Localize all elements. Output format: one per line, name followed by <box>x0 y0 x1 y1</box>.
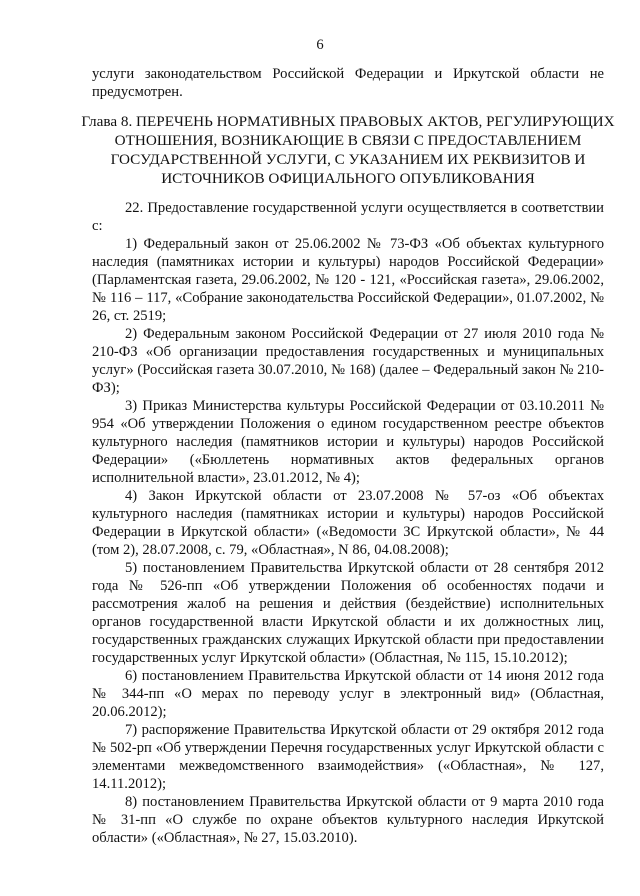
intro-paragraph <box>92 65 604 101</box>
list-item-8: 8) постановлением Правительства Иркутской области от 9 марта 2010 года № 31-пп «О службе по охране объектов культурного наследия Иркутской области» («Областная», № 27, 15.03.2010). <box>92 794 604 846</box>
list-item-6: 6) постановлением Правительства Иркутской области от 14 июня 2012 года № 344-пп «О мерах по переводу услуг в электронный вид» (Областная, 20.06.2012); <box>92 668 604 720</box>
list-item-5: 5) постановлением Правительства Иркутской области от 28 сентября 2012 года № 526-пп «Об утверждении Положения об особенностях подачи и рассмотрения жалоб на решения и действия (бездействие) исполнительных органов государственной власти Иркутской области и их должностных лиц, государственных гражданских служащих Иркутской области при предоставлении государственных услуг Иркутской области» (Областная, № 115, 15.10.2012); <box>92 560 604 666</box>
list-item-3: 3) Приказ Министерства культуры Российской Федерации от 03.10.2011 № 954 «Об утверждении Положения о едином государственном реестре объектов культурного наследия (памятников истории и культуры) народов Российской Федерации» («Бюллетень нормативных актов федеральных органов исполнительной власти», 23.01.2012, № 4); <box>92 398 604 486</box>
list-item-2: 2) Федеральным законом Российской Федерации от 27 июля 2010 года № 210-ФЗ «Об организации предоставления государственных и муниципальных услуг» (Российская газета 30.07.2010, № 168) (далее – Федеральный закон № 210-ФЗ); <box>92 326 604 396</box>
page-number: 6 <box>316 37 324 53</box>
list-item-7: 7) распоряжение Правительства Иркутской области от 29 октября 2012 года № 502-рп «Об утверждении Перечня государственных услуг Иркутской области с элементами межведомственного взаимодействия» («Областная», № 127, 14.11.2012); <box>92 722 604 792</box>
chapter-heading: Глава 8. ПЕРЕЧЕНЬ НОРМАТИВНЫХ ПРАВОВЫХ АКТОВ, РЕГУЛИРУЮЩИХ ОТНОШЕНИЯ, ВОЗНИКАЮЩИЕ В СВЯЗИ С ПРЕДОСТАВЛЕНИЕМ ГОСУДАРСТВЕННОЙ УСЛУГИ, С УКАЗАНИЕМ ИХ РЕКВИЗИТОВ И ИСТОЧНИКОВ ОФИЦИАЛЬНОГО ОПУБЛИКОВАНИЯ <box>81 113 615 187</box>
intro-text: услуги законодательством Российской Федерации и Иркутской области не предусмотрен. <box>92 66 604 100</box>
list-item-4: 4) Закон Иркутской области от 23.07.2008 № 57-оз «Об объектах культурного наследия (памятниках истории и культуры) народов Российской Федерации в Иркутской области» («Ведомости ЗС Иркутской области», № 44 (том 2), 28.07.2008, с. 79, «Областная», N 86, 04.08.2008); <box>92 488 604 558</box>
paragraph-22: 22. Предоставление государственной услуги осуществляется в соответствии с: <box>92 200 604 234</box>
paragraph-list <box>92 199 604 847</box>
list-item-1: 1) Федеральный закон от 25.06.2002 № 73-ФЗ «Об объектах культурного наследия (памятниках истории и культуры) народов Российской Федерации» (Парламентская газета, 29.06.2002, № 120 - 121, «Российская газета», 29.06.2002, № 116 – 117, «Собрание законодательства Российской Федерации», 01.07.2002, № 26, ст. 2519; <box>92 236 604 324</box>
